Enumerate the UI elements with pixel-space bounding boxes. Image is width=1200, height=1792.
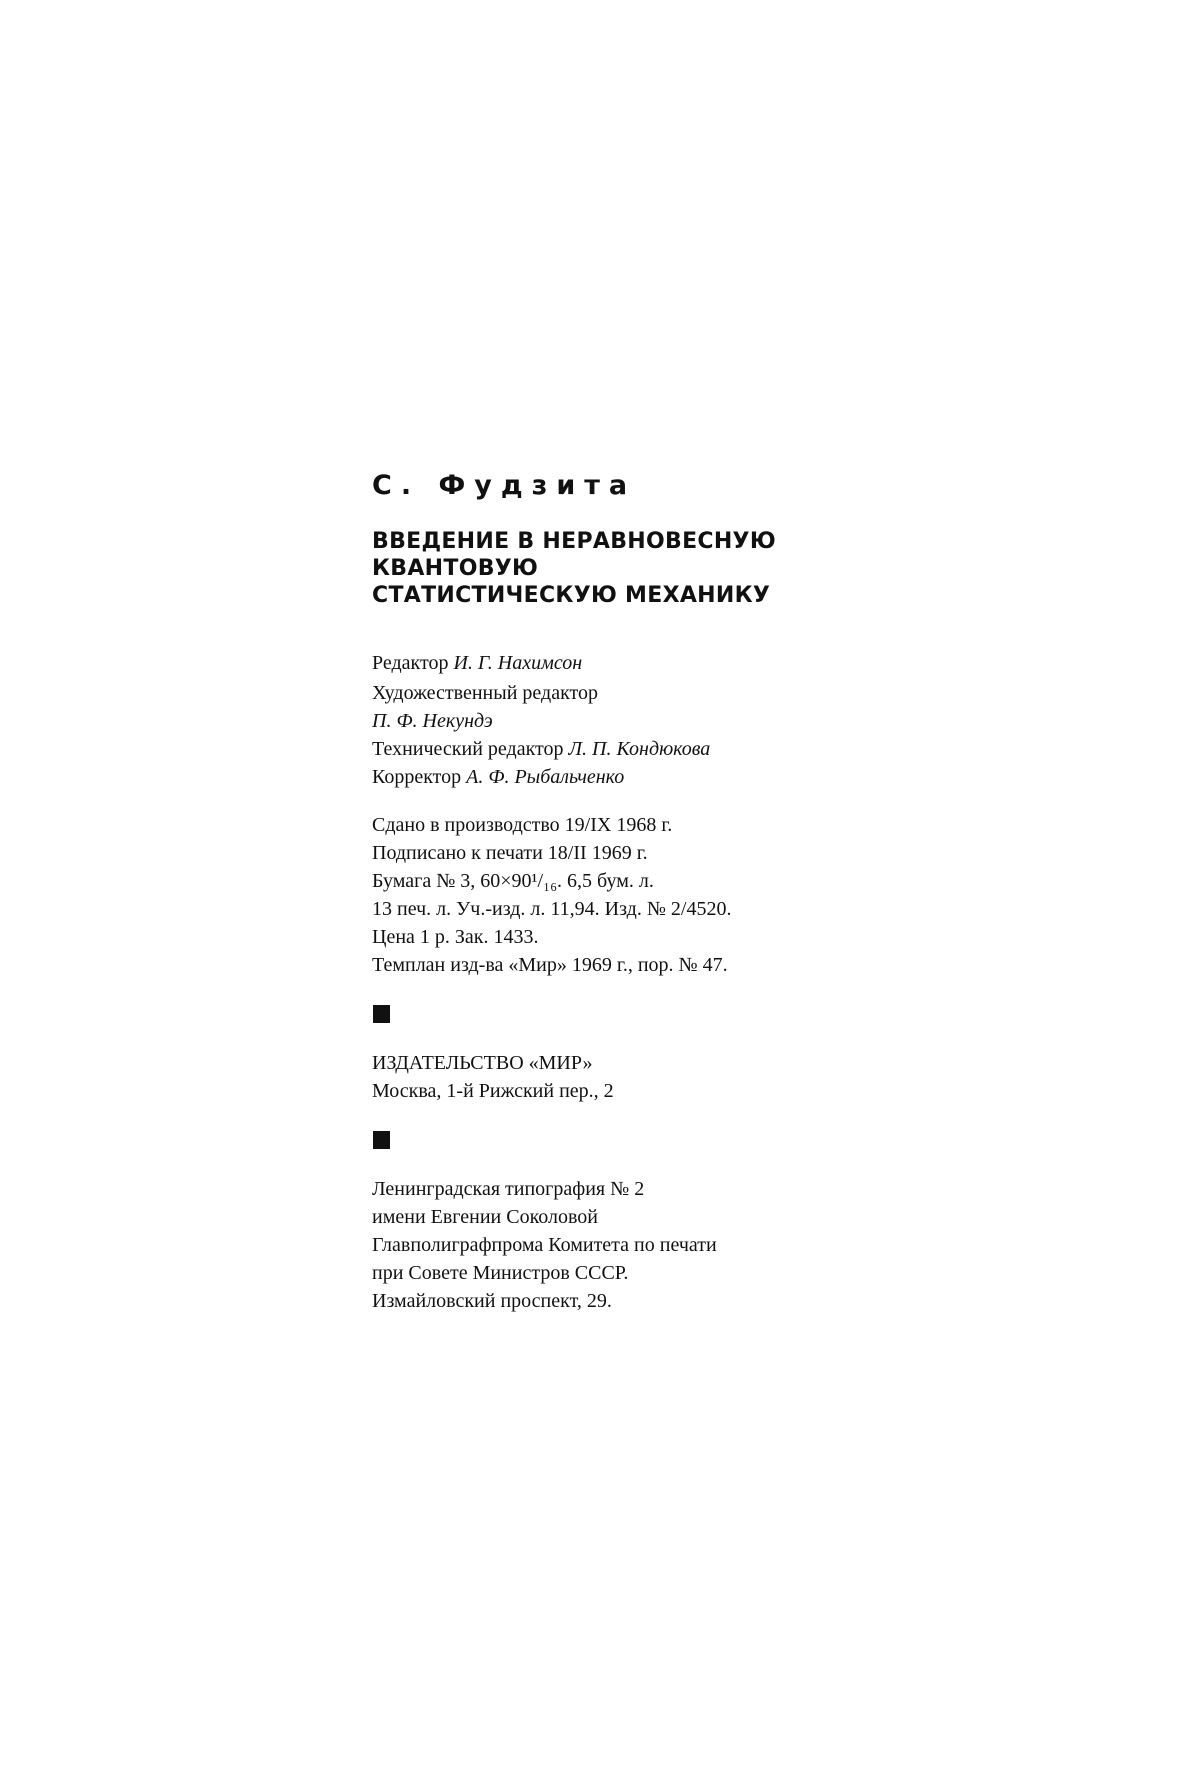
- print-info-line: Темплан изд-ва «Мир» 1969 г., пор. № 47.: [372, 954, 728, 976]
- print-info-line: Цена 1 р. Зак. 1433.: [372, 926, 539, 948]
- author-name: С. Фудзита: [372, 470, 637, 501]
- art-editor-role: Художественный редактор: [372, 682, 598, 704]
- tech-editor-role: Технический редактор: [372, 738, 564, 760]
- print-info-line: Сдано в производство 19/IX 1968 г.: [372, 814, 673, 836]
- section-marker: [373, 1131, 390, 1149]
- tech-editor-name: Л. П. Кондюкова: [568, 738, 711, 760]
- printer-line: Главполиграфпрома Комитета по печати: [372, 1234, 717, 1256]
- print-info-line: Подписано к печати 18/II 1969 г.: [372, 842, 648, 864]
- art-editor-name: П. Ф. Некундэ: [372, 710, 493, 732]
- editor-role: Редактор: [372, 652, 449, 674]
- book-title: [372, 528, 842, 609]
- printer-line: Ленинградская типография № 2: [372, 1178, 645, 1200]
- publisher: [372, 1049, 842, 1105]
- printer: [372, 1175, 842, 1315]
- publisher-address: Москва, 1-й Рижский пер., 2: [372, 1080, 614, 1102]
- colophon: [372, 470, 842, 1315]
- print-info-line: Бумага № 3, 60×90¹/₁₆. 6,5 бум. л.: [372, 870, 654, 892]
- book-title-line: СТАТИСТИЧЕСКУЮ МЕХАНИКУ: [372, 583, 771, 608]
- publisher-name: ИЗДАТЕЛЬСТВО «МИР»: [372, 1052, 593, 1074]
- book-title-line: КВАНТОВУЮ: [372, 556, 539, 581]
- proofreader-role: Корректор: [372, 766, 462, 788]
- print-info: [372, 811, 842, 979]
- proofreader-name: А. Ф. Рыбальченко: [466, 766, 625, 788]
- credits: [372, 649, 842, 791]
- book-title-line: ВВЕДЕНИЕ В НЕРАВНОВЕСНУЮ: [372, 529, 776, 554]
- editor-credit: [372, 649, 842, 677]
- printer-line: при Совете Министров СССР.: [372, 1262, 629, 1284]
- tech-editor-credit: [372, 735, 842, 763]
- section-marker: [373, 1005, 390, 1023]
- print-info-line: 13 печ. л. Уч.-изд. л. 11,94. Изд. № 2/4520.: [372, 898, 732, 920]
- printer-line: имени Евгении Соколовой: [372, 1206, 598, 1228]
- printer-line: Измайловский проспект, 29.: [372, 1290, 612, 1312]
- editor-name: И. Г. Нахимсон: [453, 652, 583, 674]
- proofreader-credit: [372, 763, 842, 791]
